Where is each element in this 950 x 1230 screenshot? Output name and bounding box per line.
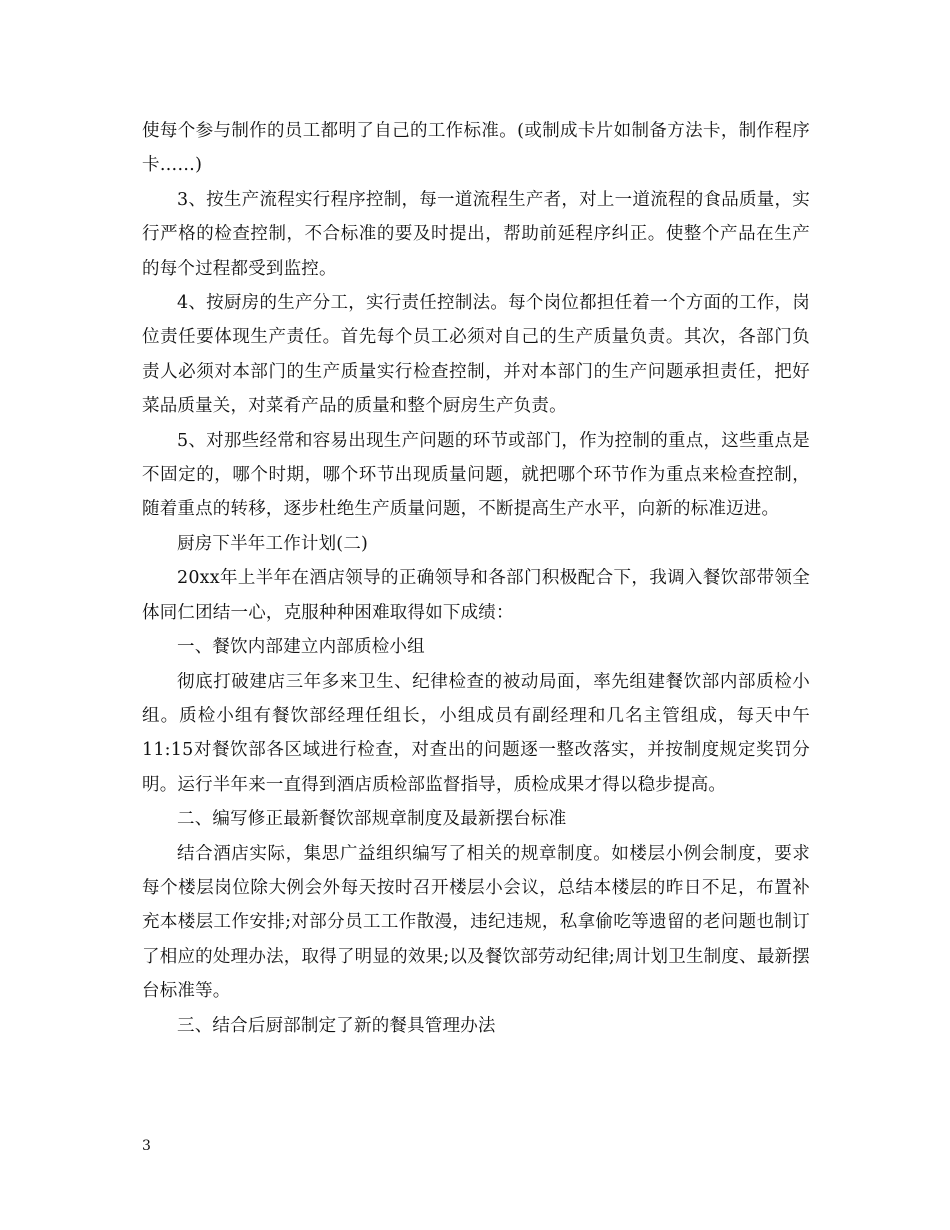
heading-2: 二、编写修正最新餐饮部规章制度及最新摆台标准	[177, 809, 567, 830]
heading-3: 三、结合后厨部制定了新的餐具管理办法	[177, 1015, 496, 1036]
paragraph-2: 3、按生产流程实行程序控制，每一道流程生产者，对上一道流程的食品质量，实行严格的检查控制，不合标准的要及时提出，帮助前延程序纠正。使整个产品在生产的每个过程都受到监控。	[142, 189, 810, 279]
paragraph-4: 5、对那些经常和容易出现生产问题的环节或部门，作为控制的重点，这些重点是不固定的，哪个时期，哪个环节出现质量问题，就把哪个环节作为重点来检查控制，随着重点的转移，逐步杜绝生产质量问题，不断提高生产水平，向新的标准迈进。	[142, 430, 810, 520]
paragraph-3: 4、按厨房的生产分工，实行责任控制法。每个岗位都担任着一个方面的工作，岗位责任要体现生产责任。首先每个员工必须对自己的生产质量负责。其次，各部门负责人必须对本部门的生产质量实行检查控制，并对本部门的生产问题承担责任，把好菜品质量关，对菜肴产品的质量和整个厨房生产负责。	[142, 293, 810, 417]
section-title: 厨房下半年工作计划(二)	[177, 533, 369, 554]
paragraph-6: 20xx年上半年在酒店领导的正确领导和各部门积极配合下，我调入餐饮部带领全体同仁团结一心，克服种种困难取得如下成绩：	[142, 568, 810, 623]
paragraph-1: 使每个参与制作的员工都明了自己的工作标准。(或制成卡片如制备方法卡，制作程序卡……)	[142, 121, 810, 176]
document-body	[142, 114, 810, 1043]
heading-1: 一、餐饮内部建立内部质检小组	[177, 637, 425, 658]
paragraph-8: 彻底打破建店三年多来卫生、纪律检查的被动局面，率先组建餐饮部内部质检小组。质检小组有餐饮部经理任组长，小组成员有副经理和几名主管组成，每天中午11:15对餐饮部各区域进行检查，对查出的问题逐一整改落实，并按制度规定奖罚分明。运行半年来一直得到酒店质检部监督指导，质检成果才得以稳步提高。	[142, 671, 810, 795]
page-number: 3	[142, 1138, 151, 1154]
paragraph-10: 结合酒店实际，集思广益组织编写了相关的规章制度。如楼层小例会制度，要求每个楼层岗位除大例会外每天按时召开楼层小会议，总结本楼层的昨日不足，布置补充本楼层工作安排;对部分员工工作散漫，违纪违规，私拿偷吃等遗留的老问题也制订了相应的处理办法，取得了明显的效果;以及餐饮部劳动纪律;周计划卫生制度、最新摆台标准等。	[142, 843, 810, 1002]
